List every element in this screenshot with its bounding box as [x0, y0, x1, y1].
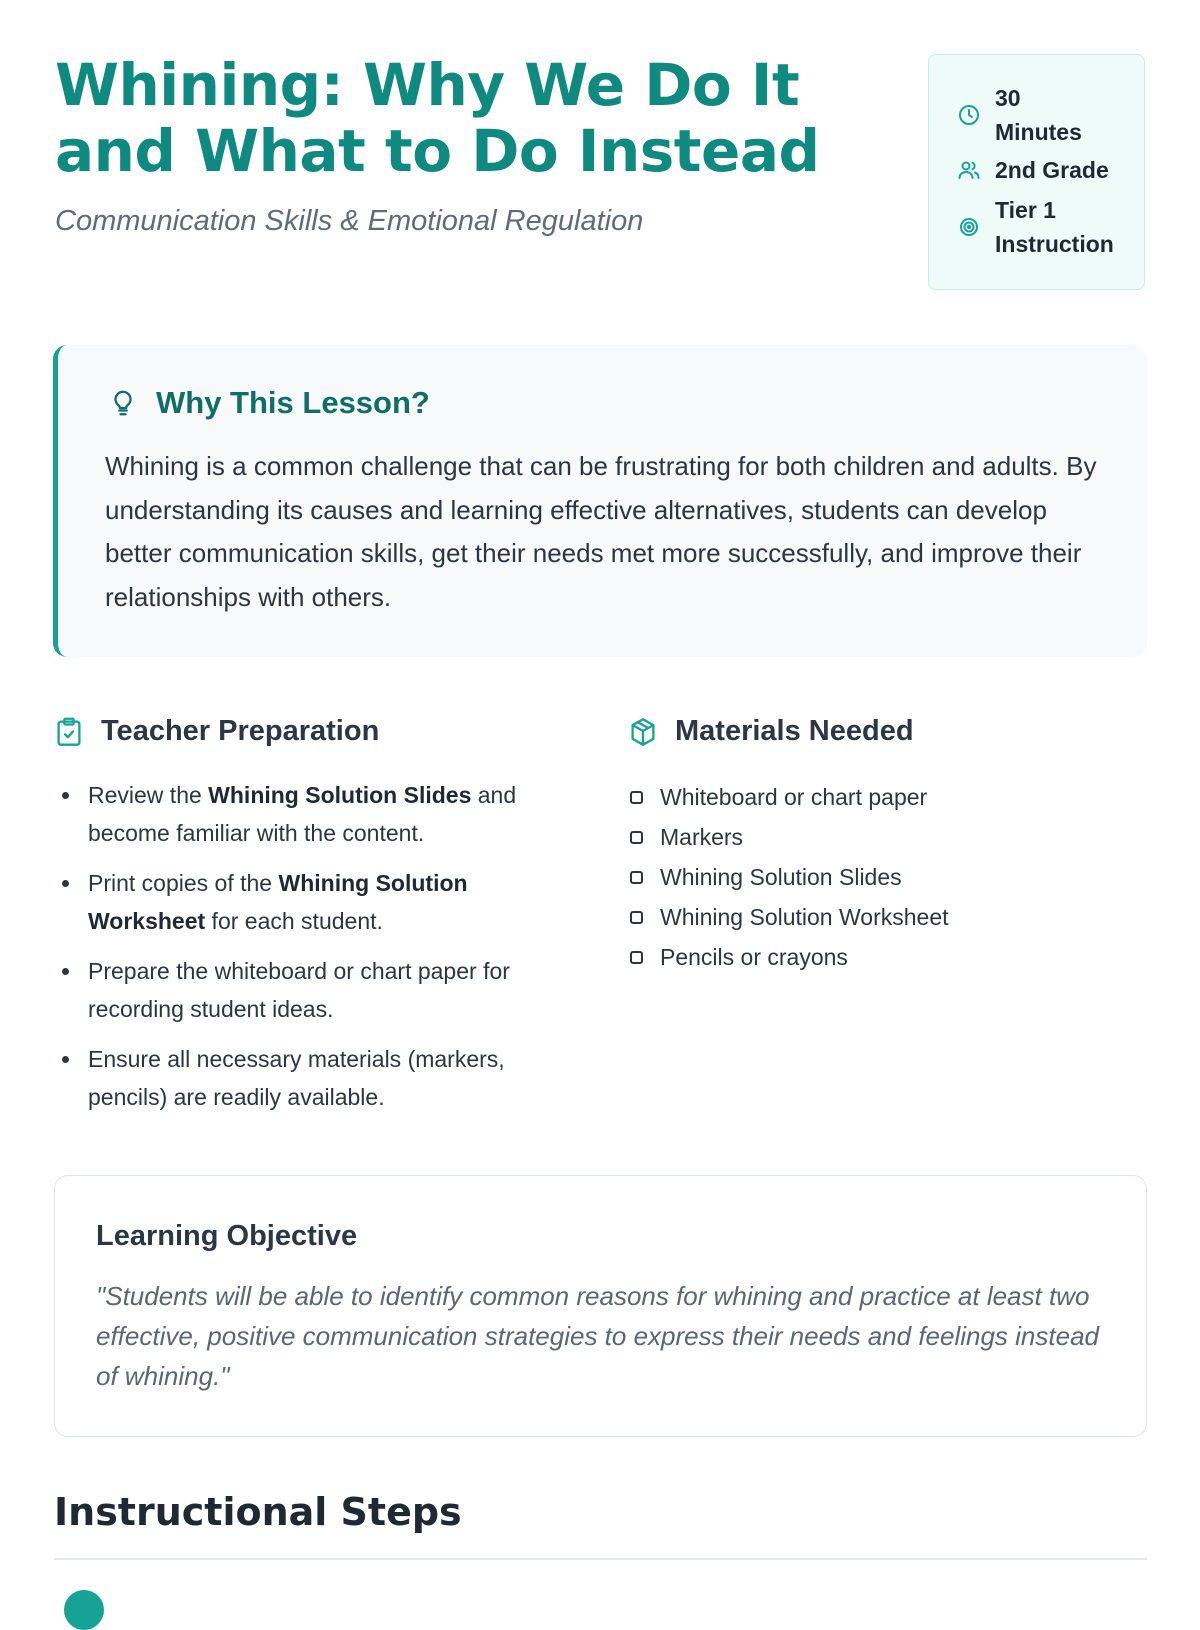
- material-item-label: Whining Solution Slides: [660, 864, 902, 890]
- material-item: [630, 817, 949, 857]
- material-item: [630, 897, 949, 937]
- material-item-label: Markers: [660, 824, 744, 850]
- why-lesson-text: Whining is a common challenge that can be frustrating for both children and adults. By understanding its causes and learning effective alternatives, students can develop better communication skills, get their needs met more successfully, and improve their relationships with others.: [105, 451, 1097, 612]
- materials-list: [630, 777, 949, 977]
- teacher-prep-item: [56, 1040, 576, 1116]
- clock-icon: [957, 103, 981, 127]
- page-subtitle: Communication Skills & Emotional Regulation: [55, 205, 644, 237]
- meta-duration-text: 30 Minutes: [995, 85, 1082, 145]
- meta-grade-text: 2nd Grade: [995, 157, 1109, 183]
- material-item-label: Whining Solution Worksheet: [660, 904, 949, 930]
- material-checkbox[interactable]: [630, 951, 643, 964]
- teacher-prep-header: [55, 715, 379, 748]
- teacher-prep-item-emphasis: Whining Solution Slides: [208, 782, 472, 808]
- materials-title: Materials Needed: [675, 715, 914, 747]
- teacher-prep-item-text: Prepare the whiteboard or chart paper for recording student ideas.: [88, 958, 510, 1022]
- teacher-prep-item-text: Review the: [88, 782, 209, 808]
- lesson-meta-card: [928, 54, 1145, 290]
- material-checkbox[interactable]: [630, 911, 643, 924]
- learning-objective-card: [54, 1175, 1147, 1437]
- clipboard-check-icon: [55, 717, 83, 747]
- target-icon: [957, 215, 981, 239]
- package-icon: [629, 717, 657, 747]
- material-item: [630, 777, 949, 817]
- meta-grade: [957, 153, 1109, 187]
- users-icon: [957, 158, 981, 182]
- material-item: [630, 857, 949, 897]
- material-checkbox[interactable]: [630, 791, 643, 804]
- lightbulb-icon: [108, 388, 138, 418]
- teacher-prep-item: [56, 864, 576, 940]
- teacher-prep-item-text: Ensure all necessary materials (markers, pencils) are readily available.: [88, 1046, 505, 1110]
- material-checkbox[interactable]: [630, 831, 643, 844]
- why-lesson-title: Why This Lesson?: [156, 385, 430, 420]
- teacher-prep-item-emphasis: Whining Solution Worksheet: [88, 870, 468, 934]
- meta-tier-text: Tier 1 Instruction: [995, 197, 1114, 257]
- teacher-prep-item: [56, 776, 576, 852]
- material-item-label: Whiteboard or chart paper: [660, 784, 928, 810]
- meta-duration: [957, 81, 1105, 149]
- teacher-prep-item: [56, 952, 576, 1028]
- teacher-prep-item-text: Print copies of the: [88, 870, 279, 896]
- material-item-label: Pencils or crayons: [660, 944, 848, 970]
- learning-objective-text: "Students will be able to identify common reasons for whining and practice at least two effective, positive communication strategies to express their needs and feelings instead of whining.": [96, 1281, 1099, 1391]
- instructional-steps-title: Instructional Steps: [54, 1490, 462, 1534]
- meta-tier: [957, 193, 1135, 261]
- teacher-prep-list: [56, 776, 576, 1128]
- page-title: Whining: Why We Do It and What to Do Instead: [55, 51, 820, 185]
- step-number-badge: [64, 1590, 104, 1630]
- why-lesson-callout: [53, 345, 1147, 657]
- teacher-prep-item-text: for each student.: [205, 908, 383, 934]
- learning-objective-title: Learning Objective: [96, 1220, 358, 1252]
- material-checkbox[interactable]: [630, 871, 643, 884]
- material-item: [630, 937, 949, 977]
- why-lesson-header: [108, 385, 430, 421]
- teacher-prep-title: Teacher Preparation: [101, 715, 380, 747]
- teacher-prep-item-text: and become familiar with the content.: [88, 782, 517, 846]
- materials-header: [629, 715, 914, 748]
- section-divider: [54, 1558, 1147, 1560]
